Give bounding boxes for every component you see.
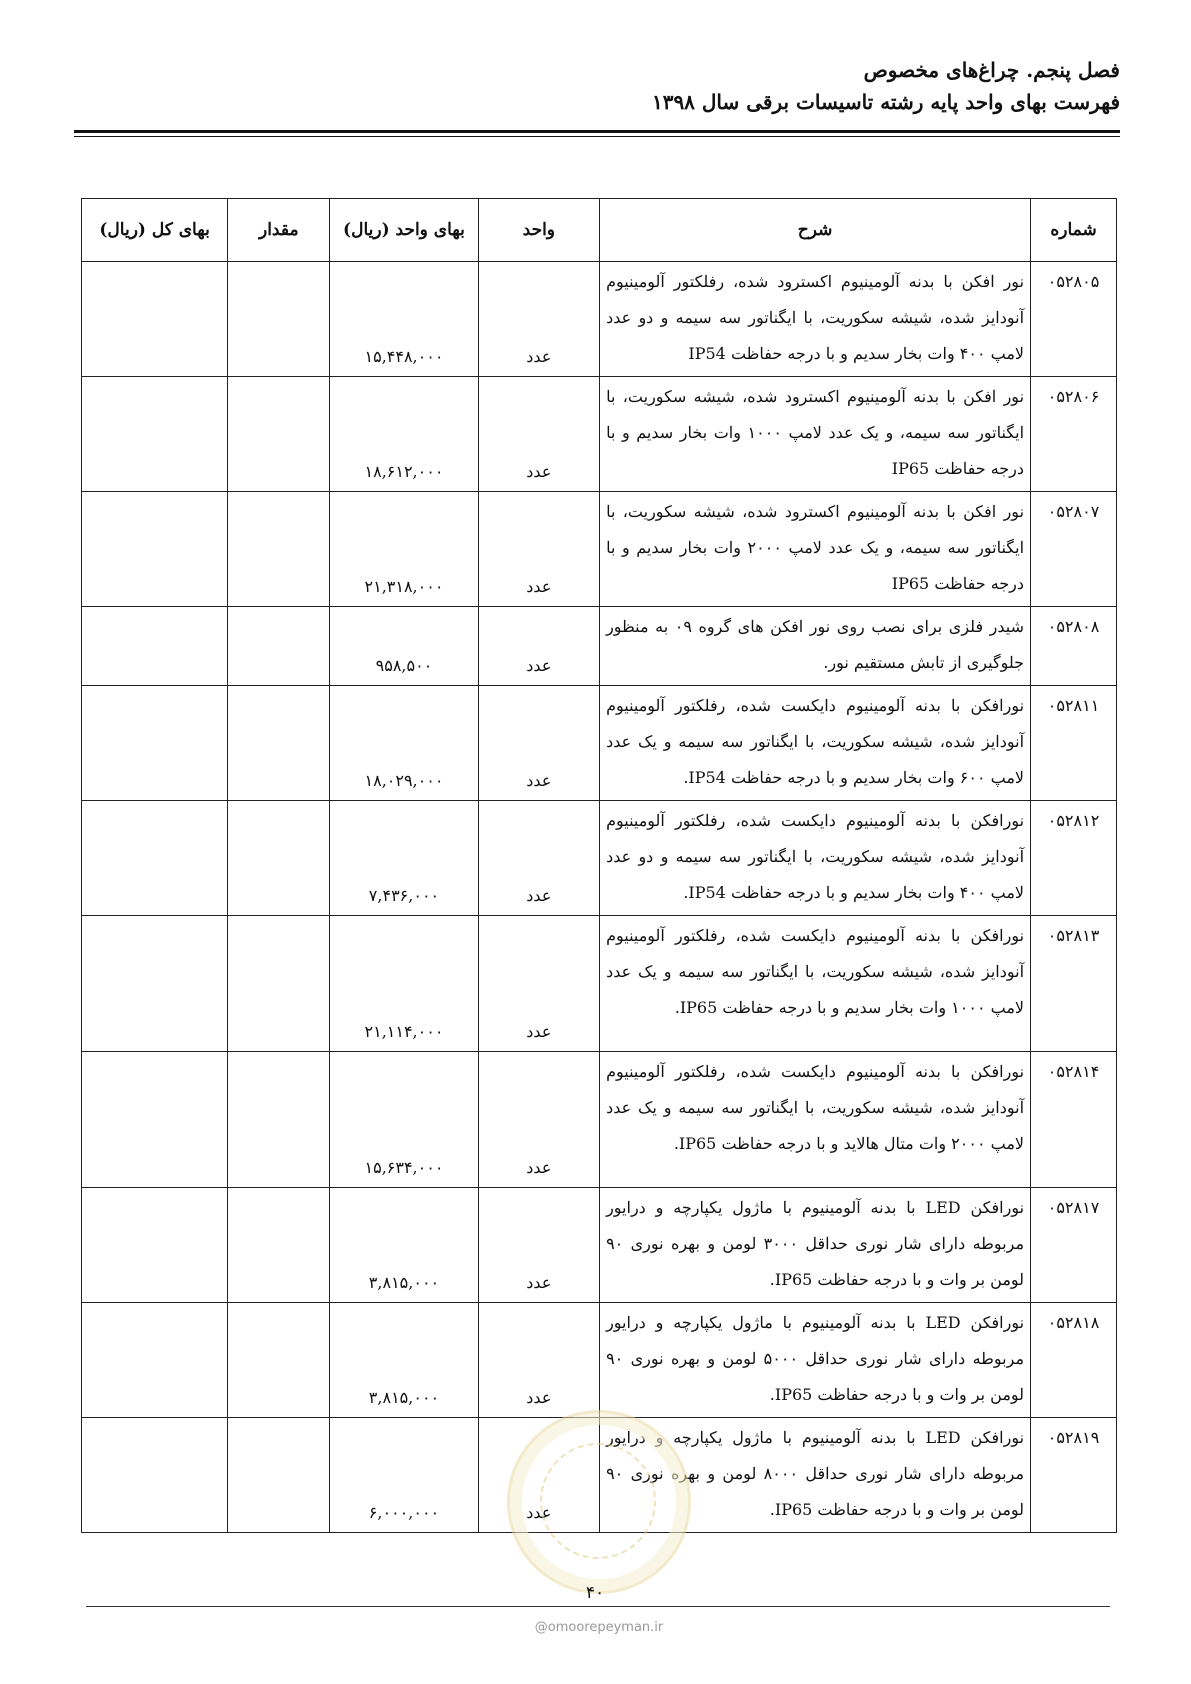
item-qty: [228, 1052, 330, 1188]
page-number: ۴۰: [585, 1583, 605, 1603]
item-qty: [228, 1418, 330, 1533]
item-unit: عدد: [478, 262, 599, 377]
item-code: ۰۵۲۸۰۶: [1031, 377, 1117, 492]
item-code: ۰۵۲۸۱۳: [1031, 916, 1117, 1052]
col-header-total: بهای کل (ریال): [82, 199, 228, 262]
item-qty: [228, 686, 330, 801]
col-header-qty: مقدار: [228, 199, 330, 262]
item-total: [82, 801, 228, 916]
item-qty: [228, 916, 330, 1052]
item-code: ۰۵۲۸۱۹: [1031, 1418, 1117, 1533]
item-total: [82, 686, 228, 801]
item-unit-price: ۷,۴۳۶,۰۰۰: [330, 801, 478, 916]
item-unit: عدد: [478, 607, 599, 686]
item-unit: عدد: [478, 686, 599, 801]
table-row: [82, 492, 1117, 607]
item-description: نورافکن با بدنه آلومینیوم دایکست شده، رفلکتور آلومینیوم آنودایز شده، شیشه سکوریت، با ایگناتور سه سیمه و دو عدد لامپ ۴۰۰ وات بخار سدیم و با درجه حفاظت IP54.: [600, 801, 1031, 916]
item-total: [82, 1052, 228, 1188]
col-header-unit: واحد: [478, 199, 599, 262]
table-row: [82, 1052, 1117, 1188]
item-unit-price: ۳,۸۱۵,۰۰۰: [330, 1188, 478, 1303]
item-code: ۰۵۲۸۰۷: [1031, 492, 1117, 607]
watermark-seal-icon: [507, 1410, 691, 1594]
site-watermark: @omoorepeyman.ir: [534, 1620, 664, 1635]
item-total: [82, 262, 228, 377]
item-qty: [228, 801, 330, 916]
item-description: نورافکن با بدنه آلومینیوم دایکست شده، رفلکتور آلومینیوم آنودایز شده، شیشه سکوریت، با ایگناتور سه سیمه و یک عدد لامپ ۱۰۰۰ وات بخار سدیم و با درجه حفاظت IP65.: [600, 916, 1031, 1052]
item-unit: عدد: [478, 492, 599, 607]
item-code: ۰۵۲۸۱۲: [1031, 801, 1117, 916]
table-row: [82, 1303, 1117, 1418]
item-code: ۰۵۲۸۱۸: [1031, 1303, 1117, 1418]
item-total: [82, 1303, 228, 1418]
item-description: نور افکن با بدنه آلومینیوم اکسترود شده، رفلکتور آلومینیوم آنودایز شده، شیشه سکوریت، با ایگناتور سه سیمه و دو عدد لامپ ۴۰۰ وات بخار سدیم و با درجه حفاظت IP54: [600, 262, 1031, 377]
item-unit-price: ۱۸,۰۲۹,۰۰۰: [330, 686, 478, 801]
page-header: [74, 55, 1120, 119]
item-unit-price: ۳,۸۱۵,۰۰۰: [330, 1303, 478, 1418]
item-unit: عدد: [478, 801, 599, 916]
document-subtitle: فهرست بهای واحد پایه رشته تاسیسات برقی سال ۱۳۹۸: [651, 90, 1120, 114]
item-description: نور افکن با بدنه آلومینیوم اکسترود شده، شیشه سکوریت، با ایگناتور سه سیمه، و یک عدد لامپ ۲۰۰۰ وات بخار سدیم و با درجه حفاظت IP65: [600, 492, 1031, 607]
table-row: [82, 377, 1117, 492]
item-unit-price: ۹۵۸,۵۰۰: [330, 607, 478, 686]
table-row: [82, 1188, 1117, 1303]
item-total: [82, 1188, 228, 1303]
item-code: ۰۵۲۸۱۷: [1031, 1188, 1117, 1303]
item-unit-price: ۶,۰۰۰,۰۰۰: [330, 1418, 478, 1533]
table-row: [82, 801, 1117, 916]
item-code: ۰۵۲۸۰۸: [1031, 607, 1117, 686]
item-code: ۰۵۲۸۱۴: [1031, 1052, 1117, 1188]
col-header-unit-price: بهای واحد (ریال): [330, 199, 478, 262]
item-total: [82, 607, 228, 686]
item-unit-price: ۲۱,۳۱۸,۰۰۰: [330, 492, 478, 607]
item-unit: عدد: [478, 916, 599, 1052]
item-description: نورافکن با بدنه آلومینیوم دایکست شده، رفلکتور آلومینیوم آنودایز شده، شیشه سکوریت، با ایگناتور سه سیمه و یک عدد لامپ ۲۰۰۰ وات متال هالاید و با درجه حفاظت IP65.: [600, 1052, 1031, 1188]
item-total: [82, 377, 228, 492]
table-row: [82, 607, 1117, 686]
col-header-desc: شرح: [600, 199, 1031, 262]
item-description: نورافکن با بدنه آلومینیوم دایکست شده، رفلکتور آلومینیوم آنودایز شده، شیشه سکوریت، با ایگناتور سه سیمه و یک عدد لامپ ۶۰۰ وات بخار سدیم و با درجه حفاظت IP54.: [600, 686, 1031, 801]
item-unit: عدد: [478, 1052, 599, 1188]
item-qty: [228, 492, 330, 607]
item-unit: عدد: [478, 1303, 599, 1418]
item-unit: عدد: [478, 1188, 599, 1303]
item-qty: [228, 1188, 330, 1303]
item-qty: [228, 607, 330, 686]
table-row: [82, 686, 1117, 801]
footer-rule: [86, 1606, 1110, 1607]
item-description: نور افکن با بدنه آلومینیوم اکسترود شده، شیشه سکوریت، با ایگناتور سه سیمه، و یک عدد لامپ ۱۰۰۰ وات بخار سدیم و با درجه حفاظت IP65: [600, 377, 1031, 492]
item-unit-price: ۲۱,۱۱۴,۰۰۰: [330, 916, 478, 1052]
item-qty: [228, 1303, 330, 1418]
table-row: [82, 916, 1117, 1052]
header-rule-thin: [74, 136, 1120, 137]
chapter-title: فصل پنجم. چراغ‌های مخصوص: [863, 58, 1120, 82]
item-unit-price: ۱۵,۴۴۸,۰۰۰: [330, 262, 478, 377]
item-description: نورافکن LED با بدنه آلومینیوم با ماژول یکپارچه و درایور مربوطه دارای شار نوری حداقل ۵۰۰۰ لومن و بهره نوری ۹۰ لومن بر وات و با درجه حفاظت IP65.: [600, 1303, 1031, 1418]
item-unit: عدد: [478, 377, 599, 492]
item-qty: [228, 262, 330, 377]
item-total: [82, 492, 228, 607]
item-code: ۰۵۲۸۱۱: [1031, 686, 1117, 801]
item-total: [82, 1418, 228, 1533]
price-table: [81, 198, 1117, 1533]
item-description: نورافکن LED با بدنه آلومینیوم با ماژول یکپارچه و درایور مربوطه دارای شار نوری حداقل ۸۰۰۰ لومن و بهره نوری ۹۰ لومن بر وات و با درجه حفاظت IP65.: [600, 1418, 1031, 1533]
col-header-code: شماره: [1031, 199, 1117, 262]
item-qty: [228, 377, 330, 492]
item-description: نورافکن LED با بدنه آلومینیوم با ماژول یکپارچه و درایور مربوطه دارای شار نوری حداقل ۳۰۰۰ لومن و بهره نوری ۹۰ لومن بر وات و با درجه حفاظت IP65.: [600, 1188, 1031, 1303]
item-unit: عدد: [478, 1418, 599, 1533]
item-unit-price: ۱۵,۶۳۴,۰۰۰: [330, 1052, 478, 1188]
item-code: ۰۵۲۸۰۵: [1031, 262, 1117, 377]
item-unit-price: ۱۸,۶۱۲,۰۰۰: [330, 377, 478, 492]
header-rule-thick: [74, 130, 1120, 133]
item-description: شیدر فلزی برای نصب روی نور افکن های گروه ۰۹ به منظور جلوگیری از تابش مستقیم نور.: [600, 607, 1031, 686]
table-header-row: [82, 199, 1117, 262]
table-row: [82, 262, 1117, 377]
item-total: [82, 916, 228, 1052]
